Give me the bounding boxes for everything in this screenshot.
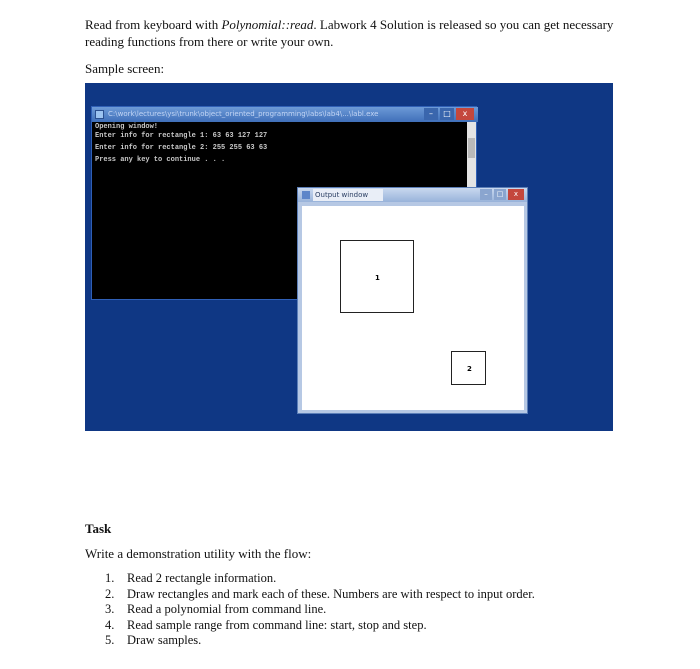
step-text: Draw samples. [127,633,202,647]
step-text: Read 2 rectangle information. [127,571,277,585]
list-item [105,602,625,618]
maximize-icon: □ [494,189,506,200]
console-window-controls [424,108,474,120]
minimize-icon: – [424,108,438,120]
output-window-controls [480,189,524,200]
step-text: Read sample range from command line: start, stop and step. [127,617,427,632]
step-number: 1. [105,571,115,585]
step-number: 5. [105,633,115,647]
console-title-bar [92,107,478,122]
close-icon: x [508,189,524,200]
console-app-icon [95,110,104,119]
list-item [105,633,625,649]
rectangle-1 [340,240,414,313]
minimize-icon: – [480,189,492,200]
list-item [105,618,625,634]
step-number: 4. [105,617,115,632]
step-number: 2. [105,586,115,601]
rectangle-2-label: 2 [467,365,472,373]
task-steps-list [105,571,625,649]
console-line: Enter info for rectangle 1: 63 63 127 127 [95,132,268,140]
intro-text-rest: . Labwork 4 Solution is released so you can get necessary [313,17,614,32]
close-icon: x [456,108,474,120]
task-heading: Task [85,521,112,536]
output-title-bar [298,188,527,202]
console-line: Enter info for rectangle 2: 255 255 63 63 [95,144,268,152]
output-app-icon [302,191,310,199]
step-text: Read a polynomial from command line. [127,602,327,616]
intro-text-start: Read from keyboard with [85,17,222,32]
step-text: Draw rectangles and mark each of these. Numbers are with respect to input order. [127,586,535,601]
intro-text-line2: reading functions from there or write your own. [85,34,334,49]
console-line: Press any key to continue . . . [95,156,226,164]
output-window-title: Output window [313,189,383,201]
list-item [105,571,625,587]
intro-paragraph [85,16,625,50]
console-title-path: C:\work\lectures\ysi\trunk\object_oriented_programming\labs\lab4\...\labl.exe [108,110,379,118]
maximize-icon: □ [440,108,454,120]
scrollbar-thumb [468,138,475,158]
intro-code-ref: Polynomial::read [221,17,314,32]
drawing-canvas [302,206,524,410]
sample-screenshot [85,83,613,431]
rectangle-2 [451,351,486,385]
list-item [105,587,625,603]
rectangle-1-label: 1 [375,274,380,282]
task-description: Write a demonstration utility with the flow: [85,546,312,561]
console-line: Opening window! [95,123,159,131]
sample-screen-label: Sample screen: [85,61,165,76]
output-window [297,187,528,414]
step-number: 3. [105,602,115,616]
console-output [95,123,455,165]
